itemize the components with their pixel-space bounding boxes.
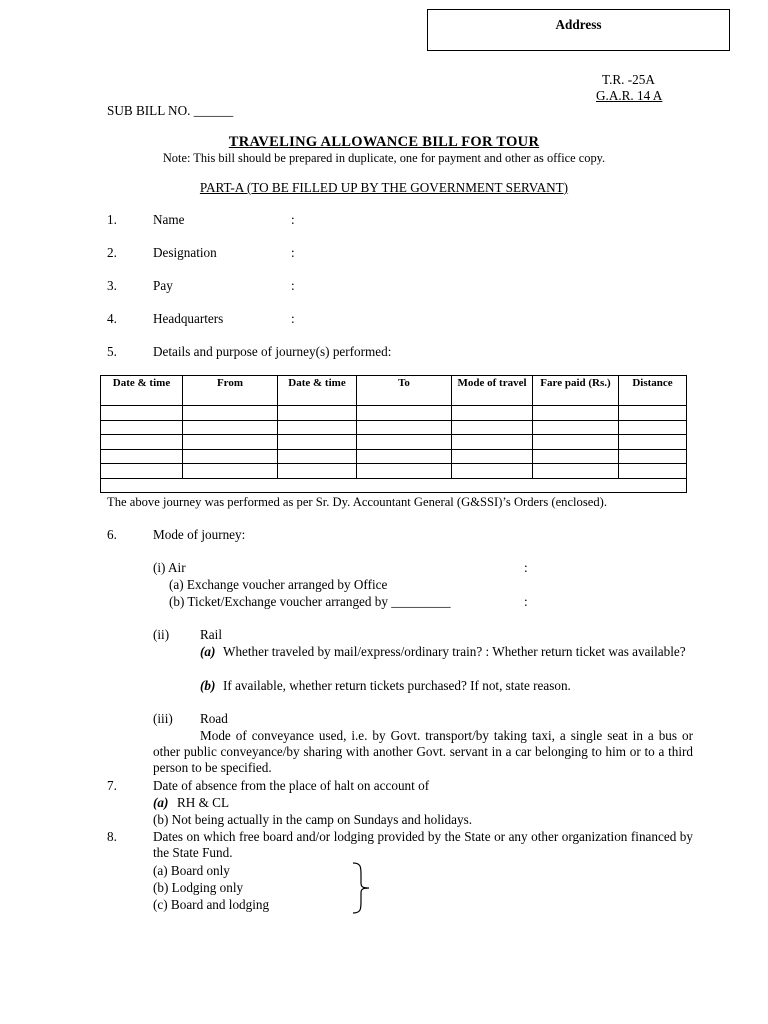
table-row	[101, 435, 687, 450]
item-8-number: 8.	[107, 829, 117, 844]
table-cell[interactable]	[452, 435, 533, 450]
field-label: Headquarters	[153, 311, 224, 326]
address-box	[427, 9, 730, 51]
item-8-text: Dates on which free board and/or lodging provided by the State or any other organization financed by the State Fund.	[153, 829, 693, 860]
part-a-heading: PART-A (TO BE FILLED UP BY THE GOVERNMENT SERVANT)	[199, 180, 569, 195]
column-header: Date & time	[278, 376, 357, 406]
right-brace-icon	[350, 862, 372, 914]
field-number: 1.	[107, 212, 117, 227]
table-cell[interactable]	[278, 406, 357, 421]
item-7-option-a: RH & CL	[177, 795, 230, 810]
table-cell[interactable]	[101, 435, 183, 450]
table-cell[interactable]	[183, 420, 278, 435]
item-7-text: Date of absence from the place of halt on account of	[153, 778, 430, 793]
address-label: Address	[555, 17, 602, 32]
table-row	[101, 406, 687, 421]
table-cell[interactable]	[278, 464, 357, 479]
table-cell[interactable]	[452, 420, 533, 435]
item-7-option-b: (b) Not being actually in the camp on Sundays and holidays.	[153, 812, 472, 827]
table-cell[interactable]	[357, 435, 452, 450]
item-7-number: 7.	[107, 778, 117, 793]
air-b-colon: :	[524, 594, 528, 609]
field-number: 3.	[107, 278, 117, 293]
tr-code: T.R. -25A	[602, 72, 655, 87]
rail-number: (ii)	[153, 627, 170, 642]
table-cell[interactable]	[183, 449, 278, 464]
table-cell[interactable]	[101, 406, 183, 421]
table-cell[interactable]	[101, 420, 183, 435]
column-header: Distance	[619, 376, 687, 406]
page-title: TRAVELING ALLOWANCE BILL FOR TOUR	[228, 134, 540, 150]
column-header: Date & time	[101, 376, 183, 406]
field-number: 4.	[107, 311, 117, 326]
table-cell[interactable]	[619, 435, 687, 450]
field-label: Name	[153, 212, 185, 227]
table-cell[interactable]	[278, 435, 357, 450]
table-cell[interactable]	[183, 435, 278, 450]
air-option-a: (a) Exchange voucher arranged by Office	[169, 577, 388, 592]
table-cell[interactable]	[278, 420, 357, 435]
table-cell[interactable]	[278, 449, 357, 464]
rail-b-marker: (b)	[200, 678, 216, 693]
item-5-number: 5.	[107, 344, 117, 359]
item-6-number: 6.	[107, 527, 117, 542]
table-row	[101, 420, 687, 435]
table-cell[interactable]	[452, 449, 533, 464]
field-label: Pay	[153, 278, 173, 293]
air-colon: :	[524, 560, 528, 575]
item-6-text: Mode of journey:	[153, 527, 246, 542]
table-cell[interactable]	[452, 406, 533, 421]
table-cell[interactable]	[101, 449, 183, 464]
field-colon: :	[291, 245, 295, 260]
item-8-option-a: (a) Board only	[153, 863, 230, 878]
rail-heading: Rail	[200, 627, 222, 642]
table-cell[interactable]	[619, 406, 687, 421]
air-heading: (i) Air	[153, 560, 186, 575]
table-cell[interactable]	[452, 464, 533, 479]
table-row	[101, 478, 687, 493]
road-heading: Road	[200, 711, 228, 726]
field-number: 2.	[107, 245, 117, 260]
air-option-b: (b) Ticket/Exchange voucher arranged by _________	[169, 594, 451, 609]
table-row	[101, 449, 687, 464]
table-cell[interactable]	[357, 406, 452, 421]
table-cell[interactable]	[357, 449, 452, 464]
table-cell[interactable]	[101, 464, 183, 479]
road-text: Mode of conveyance used, i.e. by Govt. transport/by taking taxi, a single seat in a bus or other public conveyance/by sharing with another Govt. servant in a car belonging to him or to a third person to be specified.	[153, 728, 693, 775]
table-cell[interactable]	[533, 435, 619, 450]
table-cell[interactable]	[183, 464, 278, 479]
table-cell[interactable]	[533, 449, 619, 464]
item-7-a-marker: (a)	[153, 795, 169, 810]
table-cell[interactable]	[357, 464, 452, 479]
rail-a-marker: (a)	[200, 644, 216, 659]
rail-option-a: Whether traveled by mail/express/ordinary train? : Whether return ticket was available?	[223, 644, 686, 659]
item-8-option-c: (c) Board and lodging	[153, 897, 270, 912]
table-header-row	[101, 376, 687, 406]
table-cell[interactable]	[619, 420, 687, 435]
table-cell[interactable]	[619, 464, 687, 479]
table-cell[interactable]	[533, 406, 619, 421]
table-cell[interactable]	[533, 464, 619, 479]
table-note: The above journey was performed as per Sr. Dy. Accountant General (G&SSI)’s Orders (enclosed).	[107, 495, 607, 509]
column-header: Mode of travel	[452, 376, 533, 406]
rail-option-b: If available, whether return tickets purchased? If not, state reason.	[223, 678, 571, 693]
table-cell[interactable]	[357, 420, 452, 435]
sub-bill-no: SUB BILL NO. ______	[107, 103, 234, 118]
column-header: To	[357, 376, 452, 406]
field-colon: :	[291, 278, 295, 293]
column-header: From	[183, 376, 278, 406]
table-row	[101, 464, 687, 479]
journey-table	[100, 375, 687, 493]
field-label: Designation	[153, 245, 217, 260]
table-cell[interactable]	[183, 406, 278, 421]
field-colon: :	[291, 311, 295, 326]
table-cell[interactable]	[533, 420, 619, 435]
gar-code: G.A.R. 14 A	[596, 88, 663, 103]
column-header: Fare paid (Rs.)	[533, 376, 619, 406]
road-number: (iii)	[153, 711, 173, 726]
field-colon: :	[291, 212, 295, 227]
table-cell[interactable]	[101, 478, 687, 493]
item-5-text: Details and purpose of journey(s) performed:	[153, 344, 392, 359]
table-cell[interactable]	[619, 449, 687, 464]
note: Note: This bill should be prepared in duplicate, one for payment and other as office copy.	[162, 151, 606, 165]
item-8-option-b: (b) Lodging only	[153, 880, 244, 895]
